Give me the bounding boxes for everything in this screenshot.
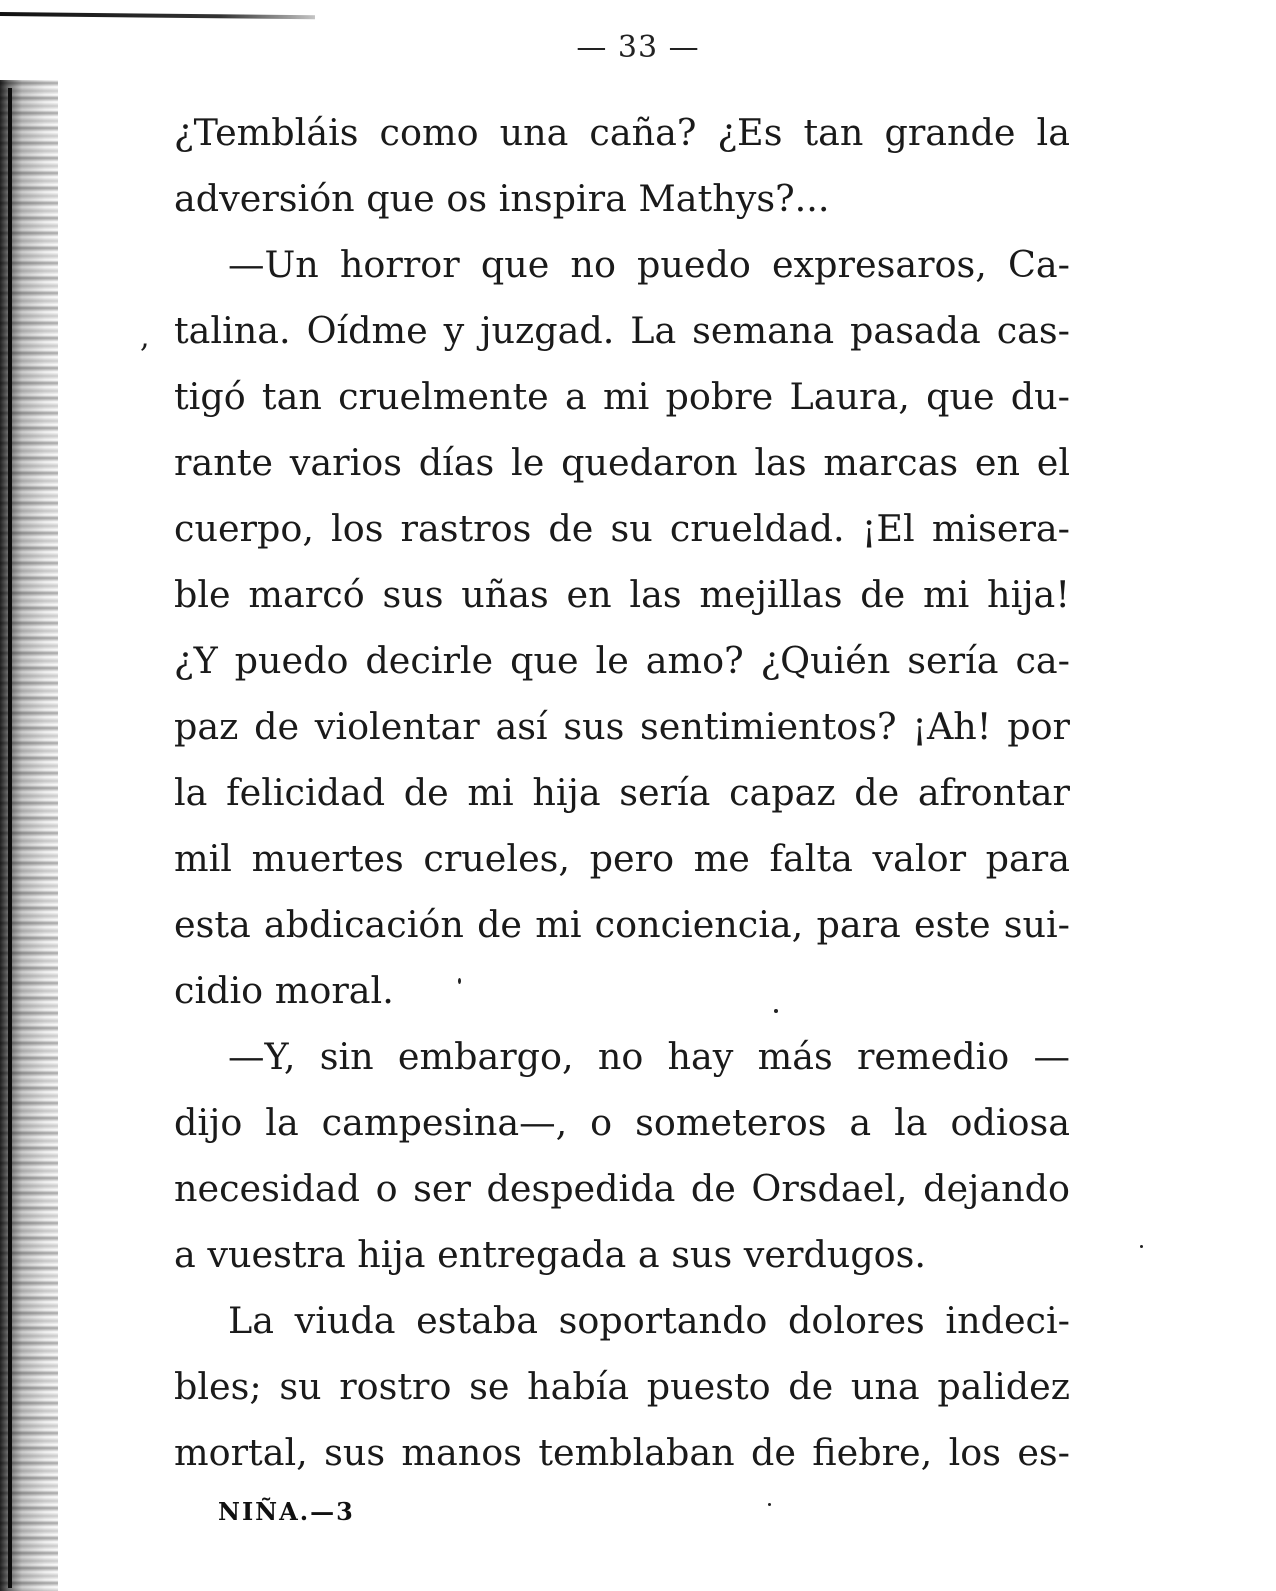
page-number: — 33 — — [576, 30, 700, 65]
text-line: bles; su rostro se había puesto de una palidez — [174, 1365, 1070, 1408]
margin-mark: , — [140, 320, 150, 355]
text-line: tigó tan cruelmente a mi pobre Laura, que du- — [174, 375, 1070, 418]
text-line: a vuestra hija entregada a sus verdugos. — [174, 1233, 926, 1276]
scan-speck — [768, 1503, 771, 1506]
text-line: necesidad o ser despedida de Orsdael, dejando — [174, 1167, 1070, 1210]
text-line: cidio moral. — [174, 969, 394, 1012]
text-line: la felicidad de mi hija sería capaz de afrontar — [174, 771, 1070, 814]
scan-top-rule — [0, 12, 315, 19]
text-line: cuerpo, los rastros de su crueldad. ¡El misera- — [174, 507, 1070, 550]
scan-speck — [1140, 1245, 1143, 1248]
text-line: —Y, sin embargo, no hay más remedio — — [228, 1035, 1070, 1078]
text-line: La viuda estaba soportando dolores indeci- — [228, 1299, 1070, 1342]
text-line: rante varios días le quedaron las marcas en el — [174, 441, 1070, 484]
text-line: mil muertes crueles, pero me falta valor para — [174, 837, 1070, 880]
text-line: ¿Y puedo decirle que le amo? ¿Quién sería ca- — [174, 639, 1070, 682]
body-text — [174, 100, 1070, 1486]
text-line: adversión que os inspira Mathys?... — [174, 177, 830, 220]
text-line: ble marcó sus uñas en las mejillas de mi hija! — [174, 573, 1070, 616]
text-line: paz de violentar así sus sentimientos? ¡Ah! por — [174, 705, 1070, 748]
scan-binding-line — [8, 88, 12, 1588]
text-line: ¿Tembláis como una caña? ¿Es tan grande la — [174, 111, 1070, 154]
text-line: dijo la campesina—, o someteros a la odiosa — [174, 1101, 1070, 1144]
text-line: talina. Oídme y juzgad. La semana pasada cas- — [174, 309, 1070, 352]
text-line: —Un horror que no puedo expresaros, Ca- — [228, 243, 1070, 286]
printer-signature: NIÑA.—3 — [218, 1497, 355, 1526]
text-line: mortal, sus manos temblaban de fiebre, los es- — [174, 1431, 1070, 1474]
text-line: esta abdicación de mi conciencia, para este sui- — [174, 903, 1070, 946]
